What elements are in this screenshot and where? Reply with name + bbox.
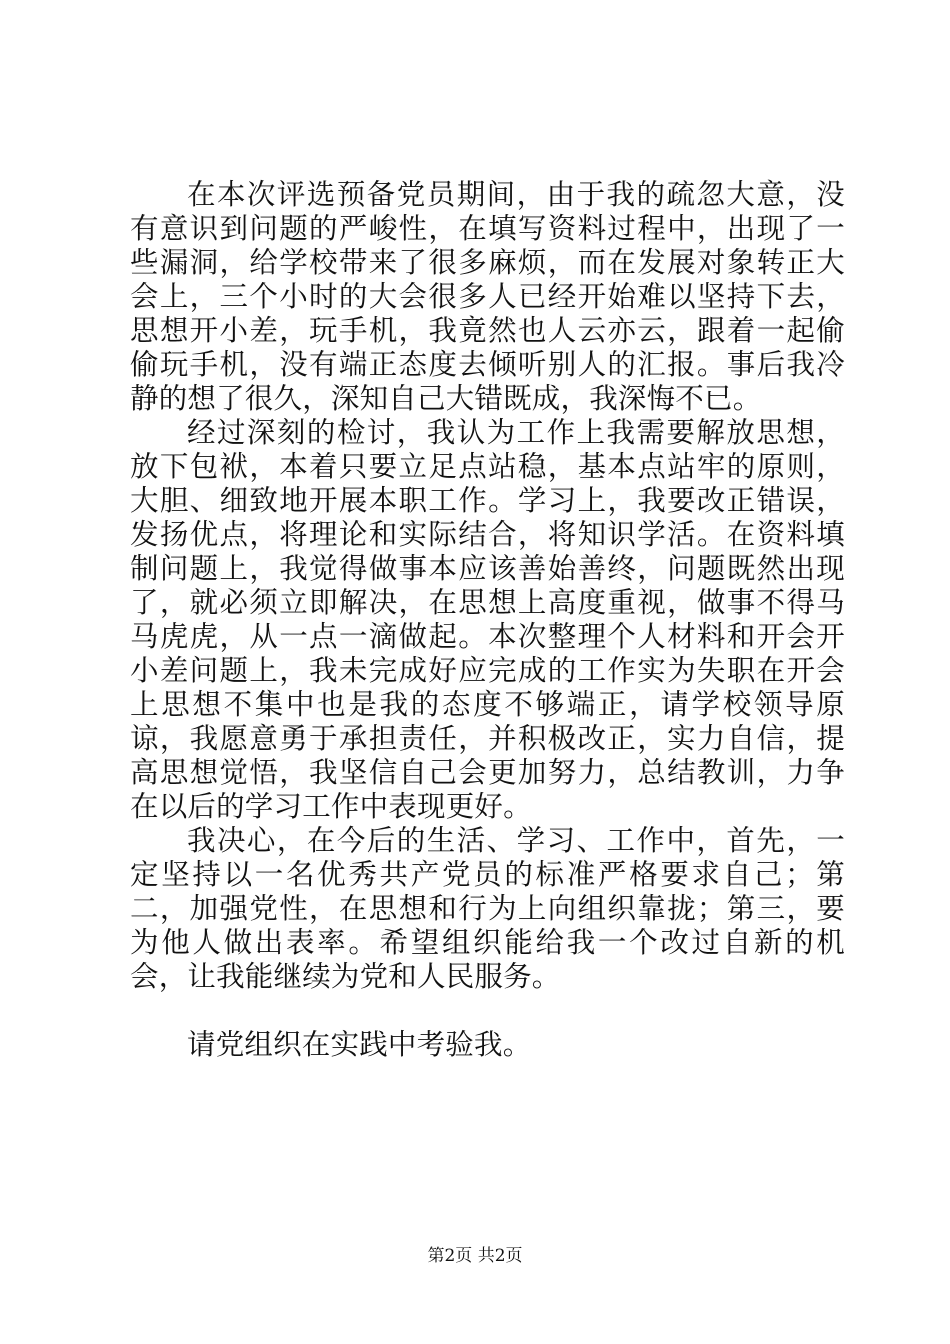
- page-number-footer: 第2页 共2页: [427, 1246, 523, 1266]
- document-body: [130, 178, 845, 1062]
- paragraph-3: 我决心，在今后的生活、学习、工作中，首先，一定坚持以一名优秀共产党员的标准严格要求自己；第二，加强党性，在思想和行为上向组织靠拢；第三，要为他人做出表率。希望组织能给我一个改过自新的机会，让我能继续为党和人民服务。: [130, 824, 845, 993]
- paragraph-2: 经过深刻的检讨，我认为工作上我需要解放思想，放下包袱，本着只要立足点站稳，基本点站牢的原则，大胆、细致地开展本职工作。学习上，我要改正错误，发扬优点，将理论和实际结合，将知识学活。在资料填制问题上，我觉得做事本应该善始善终，问题既然出现了，就必须立即解决，在思想上高度重视，做事不得马马虎虎，从一点一滴做起。本次整理个人材料和开会开小差问题上，我未完成好应完成的工作实为失职在开会上思想不集中也是我的态度不够端正，请学校领导原谅，我愿意勇于承担责任，并积极改正，实力自信，提高思想觉悟，我坚信自己会更加努力，总结教训，力争在以后的学习工作中表现更好。: [130, 416, 845, 823]
- paragraph-1: 在本次评选预备党员期间，由于我的疏忽大意，没有意识到问题的严峻性，在填写资料过程中，出现了一些漏洞，给学校带来了很多麻烦，而在发展对象转正大会上，三个小时的大会很多人已经开始难以坚持下去，思想开小差，玩手机，我竟然也人云亦云，跟着一起偷偷玩手机，没有端正态度去倾听别人的汇报。事后我冷静的想了很久，深知自己大错既成，我深悔不已。: [130, 178, 845, 415]
- paragraph-closing: 请党组织在实践中考验我。: [187, 1028, 532, 1061]
